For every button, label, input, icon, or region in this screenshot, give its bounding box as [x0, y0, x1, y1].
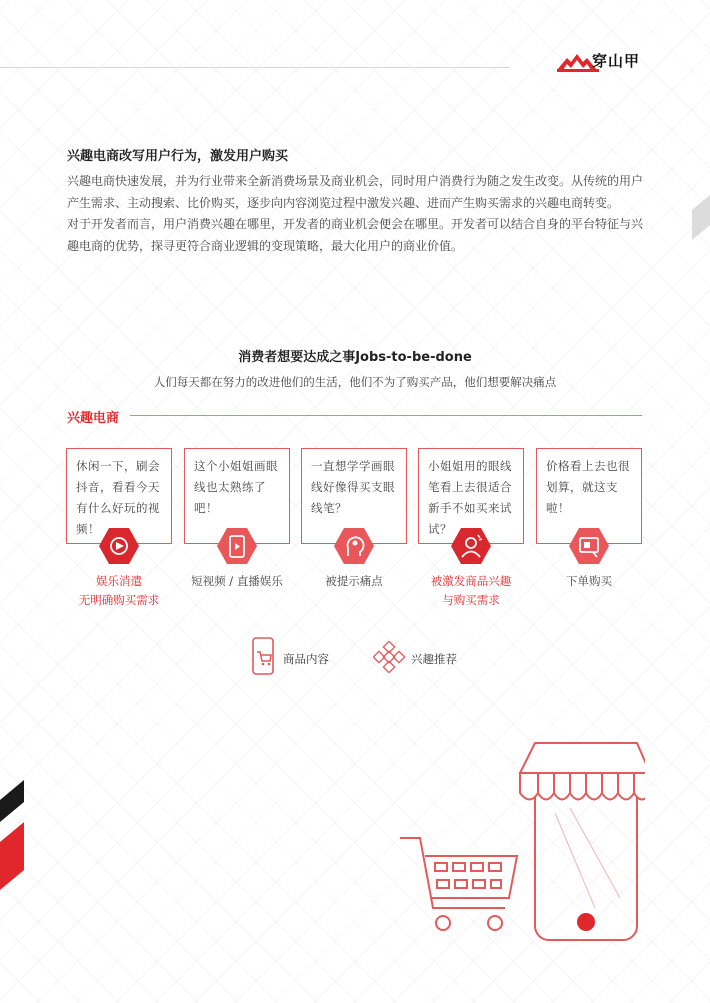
caption-line: 无明确购买需求	[78, 593, 160, 607]
card-text: 这个小姐姐画眼线也太熟练了吧！	[194, 459, 278, 515]
section-paragraphs	[67, 171, 647, 257]
leisure-icon	[99, 526, 139, 566]
card-caption	[59, 572, 179, 610]
caption-line: 娱乐消遣	[96, 574, 142, 588]
caption-line: 被激发商品兴趣	[430, 574, 512, 588]
card-text: 小姐姐用的眼线笔看上去很适合新手不如买来试试？	[428, 459, 512, 536]
card-caption	[411, 572, 531, 610]
section-title: 兴趣电商改写用户行为，激发用户购买	[67, 149, 289, 164]
video-icon	[217, 526, 257, 566]
card-caption: 短视频 / 直播娱乐	[191, 574, 283, 588]
brand-name: 穿山甲	[592, 52, 641, 70]
card-caption: 被提示痛点	[325, 574, 383, 588]
jtbd-title: 消费者想要达成之事Jobs-to-be-done	[238, 350, 472, 365]
jtbd-subtitle: 人们每天都在努力的改进他们的生活，他们不为了购买产品，他们想要解决痛点	[153, 375, 557, 389]
pain-point-icon	[334, 526, 374, 566]
caption-line: 与购买需求	[442, 593, 500, 607]
card-text: 价格看上去也很划算，就这支啦！	[546, 459, 630, 515]
paragraph-1: 兴趣电商快速发展，并为行业带来全新消费场景及商业机会，同时用户消费行为随之发生改变。从传统的用户产生需求、主动搜索、比价购买，逐步向内容浏览过程中激发兴趣、进而产生购买需求的兴趣电商转变。	[67, 174, 644, 210]
network-icon	[373, 641, 405, 673]
legend-label: 商品内容	[283, 652, 329, 666]
corner-stripes-decoration	[0, 780, 24, 890]
card-caption: 下单购买	[566, 574, 612, 588]
category-label: 兴趣电商	[67, 411, 120, 426]
shopping-illustration	[395, 738, 645, 943]
header-divider	[0, 67, 510, 68]
interest-icon	[451, 526, 491, 566]
phone-cart-icon	[249, 636, 277, 676]
paragraph-2: 对于开发者而言，用户消费兴趣在哪里，开发者的商业机会便会在哪里。开发者可以结合自身的平台特征与兴趣电商的优势，探寻更符合商业逻辑的变现策略，最大化用户的商业价值。	[67, 217, 644, 253]
edge-stripe-decoration	[692, 195, 710, 240]
order-icon	[569, 526, 609, 566]
category-divider	[130, 415, 642, 416]
card-text: 一直想学学画眼线好像得买支眼线笔？	[311, 459, 395, 515]
card-text: 休闲一下，刷会抖音，看看今天有什么好玩的视频！	[76, 459, 160, 536]
legend-label: 兴趣推荐	[411, 652, 457, 666]
